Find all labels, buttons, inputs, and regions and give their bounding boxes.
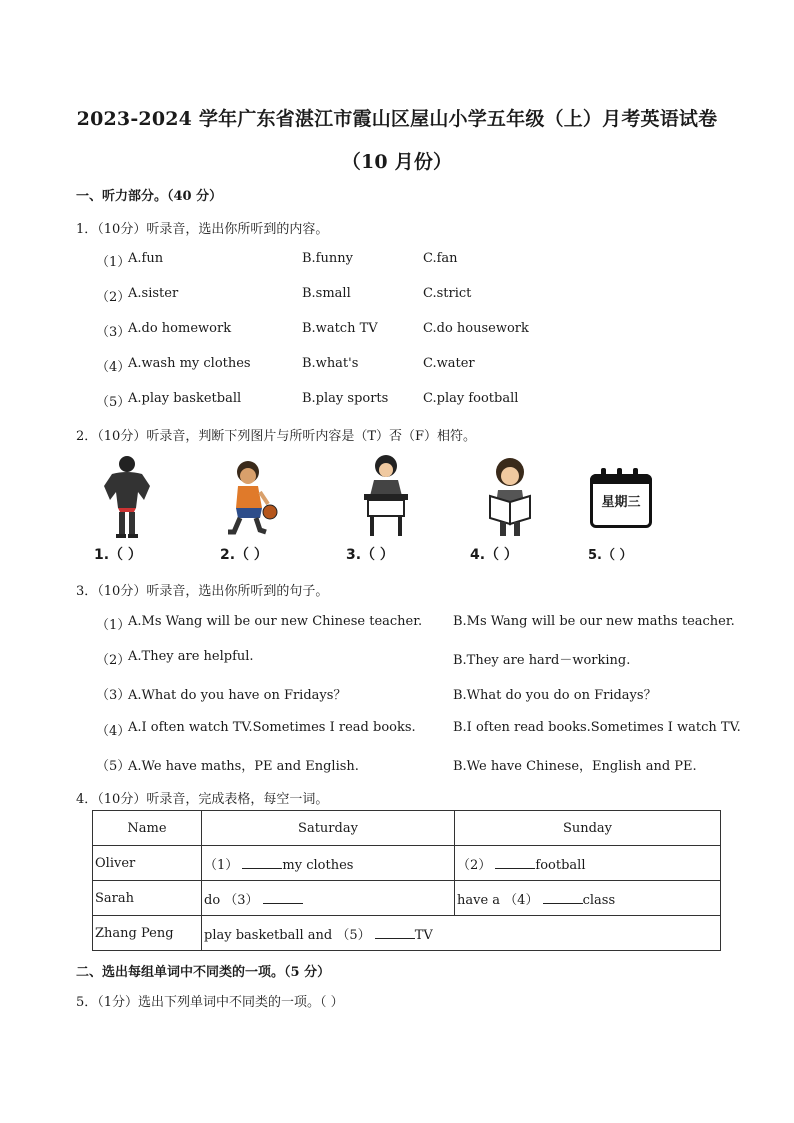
q1-option-a: A.do homework [128, 321, 232, 336]
q3-item-number: （4） [96, 724, 131, 739]
cell-text: TV [414, 927, 433, 943]
q1-option-b: B.funny [302, 251, 353, 266]
q1-option-a: A.wash my clothes [128, 356, 251, 371]
calendar-picture [590, 474, 652, 528]
answer-blank-1[interactable] [242, 856, 282, 869]
section-1-heading: 一、听力部分。（40 分） [76, 189, 223, 204]
table-row [93, 846, 721, 881]
cell-text: class [582, 892, 616, 908]
cell-text: my clothes [282, 857, 354, 873]
calendar-text: 星期三 [601, 495, 641, 510]
q1-option-b: B.what's [302, 356, 359, 371]
q1-option-c: C.play football [423, 391, 519, 406]
q1-item-number: （5） [96, 395, 131, 410]
q3-option-a: A.They are helpful. [128, 649, 254, 664]
q1-option-a: A.sister [128, 286, 179, 301]
section-2-heading: 二、选出每组单词中不同类的一项。（5 分） [76, 965, 331, 980]
q3-option-a: A.Ms Wang will be our new Chinese teacher. [128, 614, 423, 629]
q1-option-b: B.watch TV [302, 321, 378, 336]
q3-option-b: B.They are hard－working. [453, 653, 631, 668]
question-3-stem: 3．（10分）听录音，选出你所听到的句子。 [76, 584, 329, 599]
question-1-stem: 1．（10分）听录音，选出你所听到的内容。 [76, 222, 329, 237]
picture-label-4: 4.（ ） [470, 547, 518, 563]
q1-option-c: C.fan [423, 251, 458, 266]
cell-text: football [535, 857, 586, 873]
q3-item-number: （2） [96, 653, 131, 668]
picture-label-3: 3.（ ） [346, 547, 394, 563]
q3-option-b: B.We have Chinese，English and PE. [453, 759, 697, 774]
answer-table [92, 810, 721, 951]
table-header-row [93, 811, 721, 846]
answer-blank-5[interactable] [375, 926, 415, 939]
header-saturday: Saturday [202, 811, 455, 846]
q1-item-number: （3） [96, 325, 131, 340]
question-4-stem: 4．（10分）听录音，完成表格，每空一词。 [76, 792, 329, 807]
saturday-cell [202, 846, 455, 881]
blank-number: （2） [457, 857, 492, 873]
answer-blank-4[interactable] [543, 891, 583, 904]
basketball-boy-picture [216, 452, 286, 540]
answer-blank-3[interactable] [263, 891, 303, 904]
q3-option-a: A.I often watch TV.Sometimes I read books. [128, 720, 416, 735]
girl-at-desk-picture [350, 452, 420, 540]
q3-option-a: A.What do you have on Fridays？ [128, 688, 347, 703]
q1-option-b: B.small [302, 286, 351, 301]
girl-reading-picture [476, 452, 546, 540]
q1-option-b: B.play sports [302, 391, 389, 406]
picture-label-1: 1.（ ） [94, 547, 142, 563]
table-row [93, 916, 721, 951]
sunday-cell [455, 846, 721, 881]
header-sunday: Sunday [455, 811, 721, 846]
table-row [93, 881, 721, 916]
q1-option-c: C.strict [423, 286, 472, 301]
answer-blank-2[interactable] [495, 856, 535, 869]
q3-item-number: （3） [96, 688, 131, 703]
question-5-stem: 5．（1分）选出下列单词中不同类的一项。（ ） [76, 995, 344, 1010]
q3-option-b: B.Ms Wang will be our new maths teacher. [453, 614, 735, 629]
q1-option-a: A.fun [128, 251, 164, 266]
q3-option-b: B.I often read books.Sometimes I watch TV. [453, 720, 741, 735]
muscle-man-picture [92, 452, 162, 540]
q1-option-c: C.water [423, 356, 475, 371]
picture-label-5: 5.（ ） [588, 548, 633, 563]
q1-item-number: （1） [96, 255, 131, 270]
name-cell: Zhang Peng [93, 916, 202, 951]
cell-text: do （3） [204, 892, 259, 908]
q1-option-c: C.do housework [423, 321, 529, 336]
saturday-cell [202, 881, 455, 916]
title-line-2: （10 月份） [341, 151, 453, 173]
picture-row [90, 452, 670, 564]
q3-option-b: B.What do you do on Fridays？ [453, 688, 657, 703]
q3-item-number: （1） [96, 618, 131, 633]
sunday-cell [455, 881, 721, 916]
picture-label-2: 2.（ ） [220, 547, 268, 563]
q3-item-number: （5） [96, 759, 131, 774]
q1-option-a: A.play basketball [128, 391, 242, 406]
name-cell: Sarah [93, 881, 202, 916]
cell-text: have a （4） [457, 892, 539, 908]
q1-item-number: （2） [96, 290, 131, 305]
merged-cell [202, 916, 721, 951]
q1-item-number: （4） [96, 360, 131, 375]
name-cell: Oliver [93, 846, 202, 881]
blank-number: （1） [204, 857, 239, 873]
q3-option-a: A.We have maths，PE and English. [128, 759, 359, 774]
question-2-stem: 2．（10分）听录音，判断下列图片与所听内容是（T）否（F）相符。 [76, 429, 477, 444]
title-line-1: 2023-2024 学年广东省湛江市霞山区屋山小学五年级（上）月考英语试卷 [76, 108, 718, 130]
header-name: Name [93, 811, 202, 846]
cell-text: play basketball and （5） [204, 927, 371, 943]
